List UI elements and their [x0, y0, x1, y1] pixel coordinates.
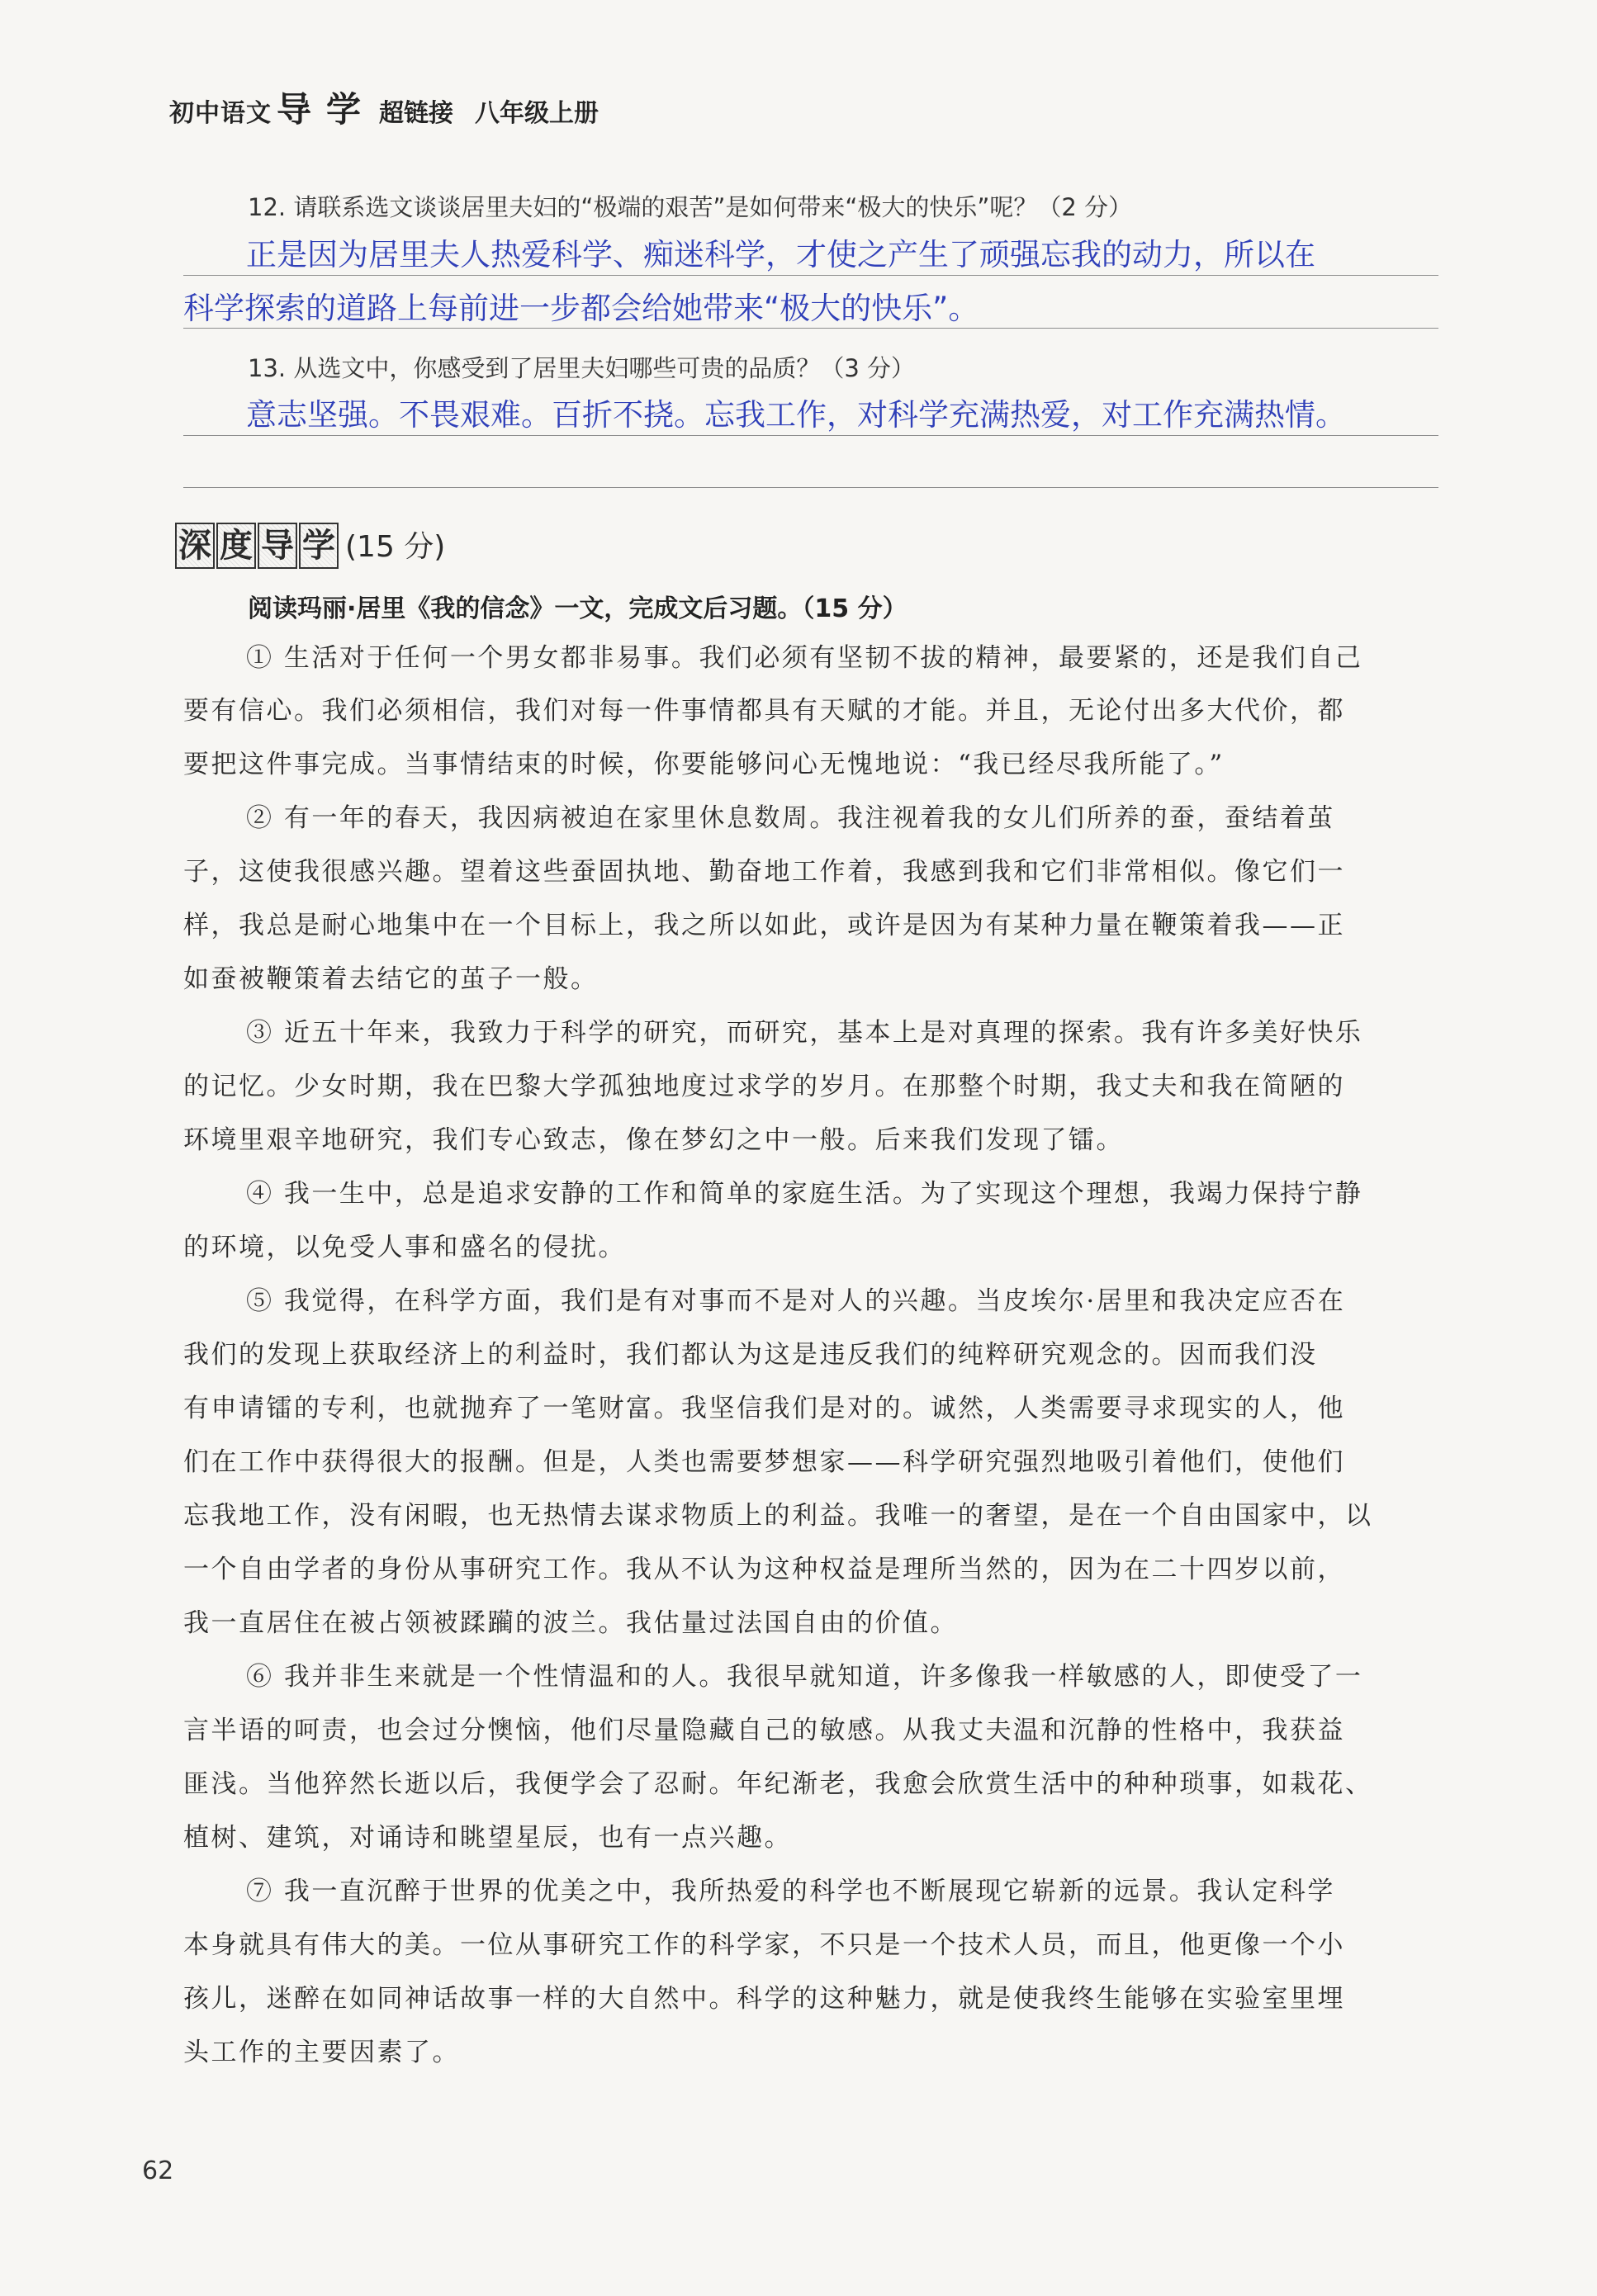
answer-12-line-1: 正是因为居里夫人热爱科学、痴迷科学，才使之产生了顽强忘我的动力，所以在 [246, 237, 1315, 272]
answer-line [183, 487, 1438, 488]
passage-line: 孩儿，迷醉在如同神话故事一样的大自然中。科学的这种魅力，就是使我终生能够在实验室里埋 [183, 1984, 1345, 2014]
passage-line: 的环境，以免受人事和盛名的侵扰。 [183, 1233, 626, 1262]
answer-line [183, 328, 1438, 329]
passage-line: 我一直居住在被占领被蹂躏的波兰。我估量过法国自由的价值。 [183, 1608, 958, 1638]
section-score: (15 分) [345, 530, 446, 564]
section-title-char: 学 [299, 523, 339, 569]
answer-12-line-2: 科学探索的道路上每前进一步都会给她带来“极大的快乐”。 [183, 291, 979, 326]
passage-line: ⑤ 我觉得，在科学方面，我们是有对事而不是对人的兴趣。当皮埃尔·居里和我决定应否在 [246, 1286, 1346, 1316]
passage-line: 忘我地工作，没有闲暇，也无热情去谋求物质上的利益。我唯一的奢望，是在一个自由国家中，以 [183, 1501, 1373, 1531]
question-12: 12. 请联系选文谈谈居里夫妇的“极端的艰苦”是如何带来“极大的快乐”呢？（2 分） [248, 193, 1133, 221]
passage-line: 言半语的呵责，也会过分懊恼，他们尽量隐藏自己的敏感。从我丈夫温和沉静的性格中，我获益 [183, 1716, 1345, 1745]
passage-line: 一个自由学者的身份从事研究工作。我从不认为这种权益是理所当然的，因为在二十四岁以前， [183, 1555, 1345, 1584]
passage-line: 们在工作中获得很大的报酬。但是，人类也需要梦想家——科学研究强烈地吸引着他们，使他们 [183, 1447, 1345, 1477]
passage-line: ① 生活对于任何一个男女都非易事。我们必须有坚韧不拔的精神，最要紧的，还是我们自己 [246, 643, 1363, 673]
passage-line: 要有信心。我们必须相信，我们对每一件事情都具有天赋的才能。并且，无论付出多大代价，都 [183, 696, 1345, 726]
answer-line [183, 435, 1438, 436]
passage-line: 如蚕被鞭策着去结它的茧子一般。 [183, 964, 599, 994]
passage-line: ② 有一年的春天，我因病被迫在家里休息数周。我注视着我的女儿们所养的蚕，蚕结着茧 [246, 803, 1335, 833]
book-subtitle: 超链接 [379, 99, 454, 128]
passage-line: 本身就具有伟大的美。一位从事研究工作的科学家，不只是一个技术人员，而且，他更像一个小 [183, 1930, 1345, 1960]
passage-line: 环境里艰辛地研究，我们专心致志，像在梦幻之中一般。后来我们发现了镭。 [183, 1125, 1124, 1155]
section-title-char: 度 [216, 523, 256, 569]
book-grade: 八年级上册 [475, 99, 599, 128]
section-title-char: 导 [258, 523, 297, 569]
passage-line: 头工作的主要因素了。 [183, 2038, 460, 2067]
passage-line: ⑥ 我并非生来就是一个性情温和的人。我很早就知道，许多像我一样敏感的人，即使受了一 [246, 1662, 1363, 1692]
passage-line: 要把这件事完成。当事情结束的时候，你要能够问心无愧地说：“我已经尽我所能了。” [183, 750, 1225, 779]
passage-line: 样，我总是耐心地集中在一个目标上，我之所以如此，或许是因为有某种力量在鞭策着我——正 [183, 911, 1345, 940]
section-title-char: 深 [175, 523, 215, 569]
brand-char-xue: 学 [326, 89, 367, 130]
answer-line [183, 275, 1438, 276]
passage-line: ③ 近五十年来，我致力于科学的研究，而研究，基本上是对真理的探索。我有许多美好快乐 [246, 1018, 1363, 1048]
page-number: 62 [142, 2156, 174, 2185]
passage-line: 植树、建筑，对诵诗和眺望星辰，也有一点兴趣。 [183, 1823, 792, 1853]
passage-line: 我们的发现上获取经济上的利益时，我们都认为这是违反我们的纯粹研究观念的。因而我们没 [183, 1340, 1318, 1370]
passage-line: 子，这使我很感兴趣。望着这些蚕固执地、勤奋地工作着，我感到我和它们非常相似。像它们一 [183, 857, 1345, 887]
answer-13-line-1: 意志坚强。不畏艰难。百折不挠。忘我工作，对科学充满热爱，对工作充满热情。 [246, 397, 1346, 433]
passage-line: 有申请镭的专利，也就抛弃了一笔财富。我坚信我们是对的。诚然，人类需要寻求现实的人，他 [183, 1394, 1345, 1423]
book-series: 初中语文 [169, 99, 272, 128]
book-header [169, 83, 599, 132]
section-title [175, 523, 445, 569]
brand-char-dao: 导 [277, 89, 317, 130]
passage-line: ⑦ 我一直沉醉于世界的优美之中，我所热爱的科学也不断展现它崭新的远景。我认定科学 [246, 1877, 1335, 1906]
passage-line: 匪浅。当他猝然长逝以后，我便学会了忍耐。年纪渐老，我愈会欣赏生活中的种种琐事，如栽花、 [183, 1769, 1373, 1799]
reading-instruction: 阅读玛丽·居里《我的信念》一文，完成文后习题。（15 分） [248, 594, 907, 623]
passage-line: 的记忆。少女时期，我在巴黎大学孤独地度过求学的岁月。在那整个时期，我丈夫和我在简陋的 [183, 1072, 1345, 1101]
passage-line: ④ 我一生中，总是追求安静的工作和简单的家庭生活。为了实现这个理想，我竭力保持宁静 [246, 1179, 1363, 1209]
question-13: 13. 从选文中，你感受到了居里夫妇哪些可贵的品质？（3 分） [248, 354, 916, 382]
